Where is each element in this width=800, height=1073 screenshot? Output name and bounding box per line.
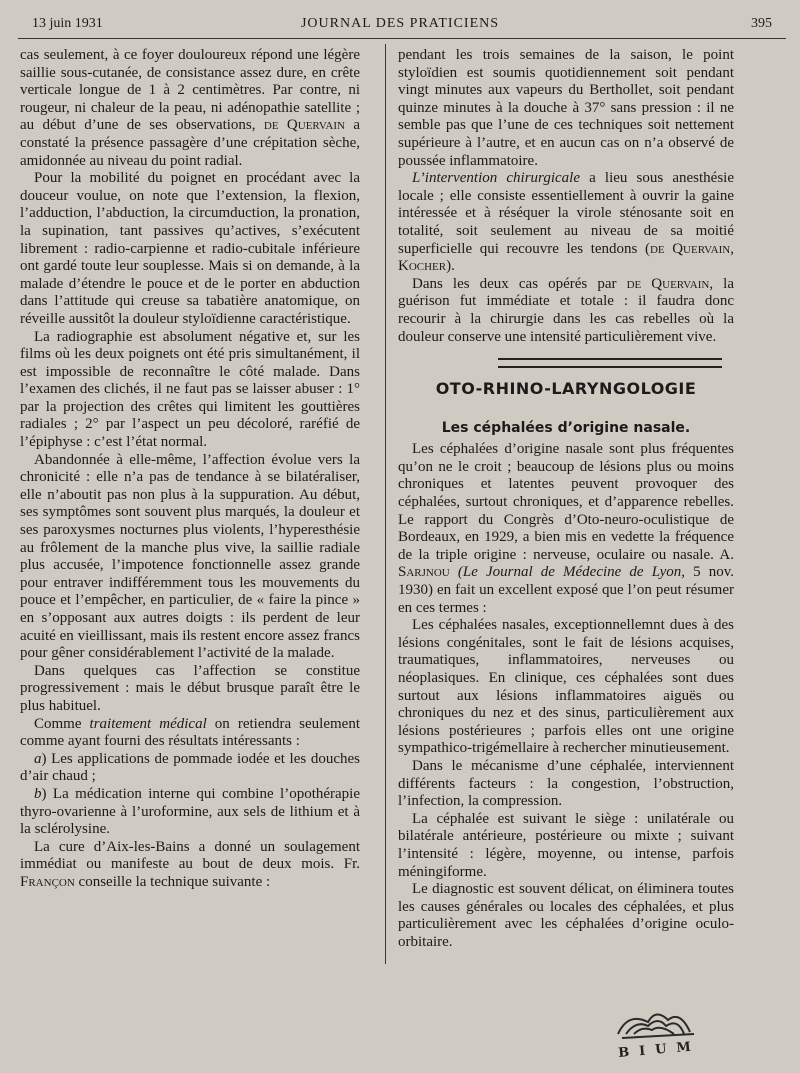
paragraph bbox=[398, 276, 734, 346]
paragraph: Les céphalées nasales, exceptionnellemnt dues à des lésions congénitales, sont le fait de lésions acquises, traumatiques, inflammatoires, nerveuses ou néoplasiques. En clinique, ces céphalées sont dues surtout aux lésions inflammatoires aiguës ou chroniques du nez et des sinus, particulièrement aux lésions postérieures ; parfois elles ont une origine sympathico-trigémellaire à rechercher minutieusement. bbox=[398, 617, 734, 757]
paragraph bbox=[20, 839, 360, 892]
paragraph: Le diagnostic est souvent délicat, on éliminera toutes les causes générales ou locales des céphalées, et plus particulièrement avec les céphalées d’origine oculo-orbitaire. bbox=[398, 881, 734, 950]
text-run: , la guérison fut immédiate et totale : il faudra donc recourir à la chirurgie dans les cas rebelles où la douleur conserve une intensité particulièrement vive. bbox=[398, 275, 734, 345]
text-run: ) Les applications de pommade iodée et les douches d’air chaud ; bbox=[20, 750, 360, 785]
issue-date: 13 juin 1931 bbox=[32, 16, 103, 31]
paragraph: pendant les trois semaines de la saison, le point styloïdien est soumis quotidiennement soit pendant vingt minutes aux vapeurs du Berthollet, soit pendant quinze minutes à la douche à 37° sans pression : il ne semble pas que l’une de ces techniques soit nettement supérieure à l’autre, et en aucun cas on n’a observé de poussée inflammatoire. bbox=[398, 47, 734, 169]
column-divider bbox=[385, 44, 386, 964]
journal-title: JOURNAL DES PRATICIENS bbox=[300, 16, 500, 31]
article-subheading: Les céphalées d’origine nasale. bbox=[441, 419, 691, 436]
page-number: 395 bbox=[751, 16, 772, 31]
text-run: conseille la technique suivante : bbox=[74, 873, 271, 890]
paragraph bbox=[20, 47, 360, 170]
italic-run: a bbox=[34, 750, 42, 767]
italic-run: L’intervention chirurgicale bbox=[412, 170, 580, 187]
text-run: ). bbox=[446, 258, 455, 275]
paragraph: La radiographie est absolument négative et, sur les films où les deux poignets ont été pris simultanément, il est impossible de reconnaître le côté malade. Dans l’examen des clichés, il ne faut pas se laisser abuser : 1° par la projection des crêtes qui limitent les gouttières radiales ; 2° par l’aspect un peu décoloré, raréfié de l’épiphyse : c’est l’état normal. bbox=[20, 328, 360, 451]
text-run: on retiendra seulement comme ayant fourni des résultats intéressants : bbox=[20, 715, 360, 750]
bium-logo-svg bbox=[598, 1004, 708, 1058]
author-name: de Quervain bbox=[263, 117, 345, 134]
text-run: Comme bbox=[34, 715, 90, 732]
paragraph bbox=[398, 441, 734, 617]
paragraph bbox=[398, 170, 734, 276]
section-double-rule bbox=[498, 358, 722, 368]
italic-run: b bbox=[34, 785, 42, 802]
logo-text: BIUM bbox=[617, 1038, 702, 1058]
author-name: Sarjnou bbox=[398, 564, 450, 581]
section-title: OTO-RHINO-LARYNGOLOGIE bbox=[435, 379, 697, 399]
paragraph: Abandonnée à elle-même, l’affection évolue vers la chronicité : elle n’a pas de tendance à se bilatéraliser, elle n’aboutit pas non plus à la suppuration. Au début, ses symptômes sont souvent plus marqués, la douleur et ses paroxysmes nocturnes plus violents, l’hyperesthésie au frôlement de la manche plus vive, la saillie radiale plus accusée, l’impotence fonctionnelle assez grande pour entraver indifféremment tous les mouvements du pouce et l’empêcher, en particulier, de « faire la pince » en s’opposant aux autres doigts : ils perdent de leur acuité en vieillissant, mais ils restent encore assez francs pour gêner considérablement l’activité de la malade. bbox=[20, 451, 360, 662]
text-run: ) La médication interne qui combine l’opothérapie thyro-ovarienne à l’uroformine, aux sels de lithium et à la sclérolysine. bbox=[20, 785, 360, 838]
italic-run: (Le Journal de Médecine de Lyon, bbox=[457, 564, 686, 581]
text-run: Dans les deux cas opérés par bbox=[412, 275, 627, 292]
text-run: cas seulement, à ce foyer douloureux répond une légère saillie sous-cutanée, de consistance assez dure, en crête verticale longue de 1 à 2 centimètres. Par contre, ni rougeur, ni chaleur de la peau, ni adénopathie satellite ; au début d’une de ses observations, bbox=[20, 47, 360, 134]
text-run: a lieu sous anesthésie locale ; elle consiste essentiellement à ouvrir la gaine intéressée et à réséquer la virole sténosante soit en totalité, soit seulement au niveau de sa moitié superficielle qui recouvre les tendons ( bbox=[398, 170, 735, 257]
italic-run: traitement médical bbox=[89, 715, 207, 732]
paragraph: La céphalée est suivant le siège : unilatérale ou bilatérale antérieure, postérieure ou mixte ; suivant l’intensité : légère, moyenne, ou intense, parfois méningiforme. bbox=[398, 810, 734, 880]
paragraph: Dans quelques cas l’affection se constitue progressivement : mais le début brusque paraît être le plus habituel. bbox=[20, 662, 360, 714]
text-run: 5 nov. 1930) en fait un excellent exposé que l’on peut résumer en ces termes : bbox=[398, 564, 735, 616]
list-item bbox=[20, 786, 360, 839]
running-header bbox=[20, 12, 780, 38]
author-name: Françon bbox=[20, 873, 75, 890]
paragraph: Dans le mécanisme d’une céphalée, interviennent différents facteurs : la congestion, l’obstruction, l’infection, la compression. bbox=[398, 757, 734, 810]
right-column bbox=[398, 47, 734, 952]
header-rule bbox=[18, 38, 786, 39]
paragraph bbox=[20, 716, 360, 751]
text-run bbox=[450, 564, 458, 580]
left-column bbox=[20, 47, 360, 892]
author-name: de Quervain bbox=[626, 275, 710, 292]
list-item bbox=[20, 751, 360, 786]
bium-logo-icon bbox=[598, 1004, 708, 1058]
paragraph: Pour la mobilité du poignet en procédant avec la douceur voulue, on note que l’extension, la flexion, l’adduction, l’abduction, la circumduction, la pronation, la supination, tant passives qu’actives, s’exécutent librement : radio-carpienne et radio-cubitale inférieure ont gardé toute leur souplesse. Mais si on demande, à la malade d’étendre le pouce et de le porter en abduction dans l’attitude qui creuse sa tabatière anatomique, on réveille aussitôt la douleur styloïdienne caractéristique. bbox=[20, 170, 360, 327]
text-run: Les céphalées d’origine nasale sont plus fréquentes qu’on ne le croit ; beaucoup de lésions plus ou moins chroniques et latentes peuvent provoquer des céphalées, surtout chroniques, et d’apparence rebelles. Le rapport du Congrès d’Oto-neuro-oculistique de Bordeaux, en 1929, a bien mis en vedette la fréquence de la triple origine : nerveuse, oculaire ou nasale. A. bbox=[398, 441, 734, 563]
author-name: de Quervain, Kocher bbox=[398, 240, 734, 275]
text-run: La cure d’Aix-les-Bains a donné un soulagement immédiat ou manifeste au bout de deux mois. Fr. bbox=[20, 838, 360, 873]
text-run: a constaté la présence passagère d’une crépitation sèche, amidonnée au niveau du point radial. bbox=[20, 117, 360, 169]
